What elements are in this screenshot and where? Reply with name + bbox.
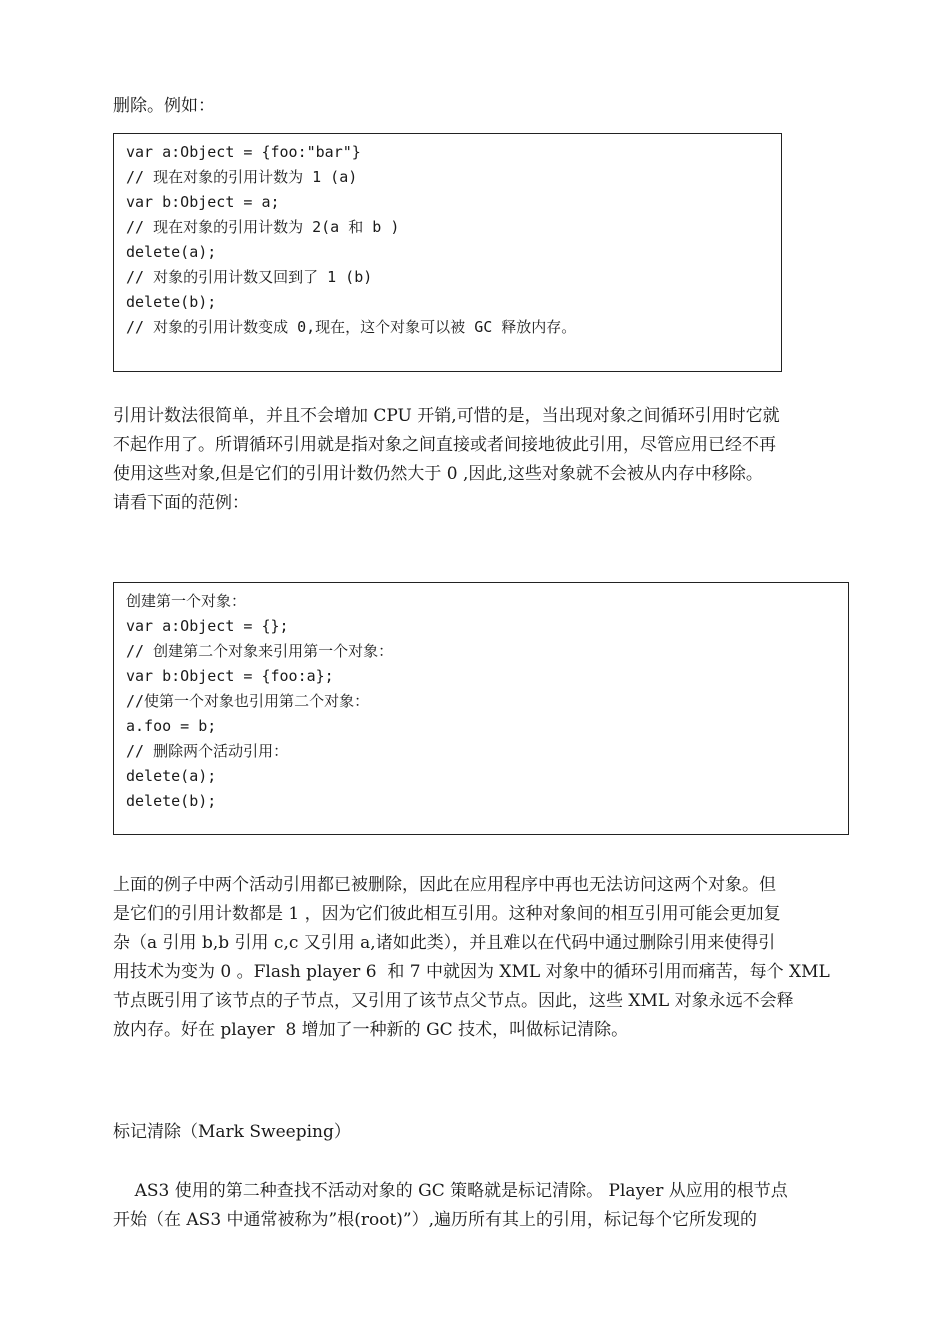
code-line: // 删除两个活动引用： <box>126 742 289 760</box>
paragraph-line: 使用这些对象,但是它们的引用计数仍然大于 0 ,因此,这些对象就不会被从内存中移除。 <box>113 464 763 484</box>
intro-text <box>113 92 863 121</box>
paragraph-1 <box>113 402 863 518</box>
intro-line: 删除。例如： <box>113 96 215 116</box>
paragraph-line: 杂（a 引用 b,b 引用 c,c 又引用 a,诸如此类），并且难以在代码中通过删除引用来使得引 <box>113 933 776 953</box>
code-line: delete(a); <box>126 243 217 261</box>
paragraph-2 <box>113 871 863 1045</box>
paragraph-line: 节点既引用了该节点的子节点，又引用了该节点父节点。因此，这些 XML 对象永远不会释 <box>113 991 794 1011</box>
paragraph-line: AS3 使用的第二种查找不活动对象的 GC 策略就是标记清除。 Player 从应用的根节点 <box>113 1181 788 1201</box>
code-line: // 对象的引用计数又回到了 1 (b) <box>126 268 373 286</box>
paragraph-line: 上面的例子中两个活动引用都已被删除，因此在应用程序中再也无法访问这两个对象。但 <box>113 875 776 895</box>
paragraph-3 <box>113 1177 863 1235</box>
paragraph-line: 请看下面的范例： <box>113 493 249 513</box>
code-line: //使第一个对象也引用第二个对象： <box>126 692 370 710</box>
section-heading: 标记清除（Mark Sweeping） <box>113 1122 351 1142</box>
code-block-1 <box>113 133 782 372</box>
code-line: a.foo = b; <box>126 717 217 735</box>
code-line: delete(b); <box>126 792 217 810</box>
paragraph-line: 是它们的引用计数都是 1 ，因为它们彼此相互引用。这种对象间的相互引用可能会更加复 <box>113 904 781 924</box>
code-line: var b:Object = {foo:a}; <box>126 667 334 685</box>
code-line: // 现在对象的引用计数为 2(a 和 b ) <box>126 218 400 236</box>
code-line: // 创建第二个对象来引用第一个对象： <box>126 642 394 660</box>
code-line: delete(a); <box>126 767 217 785</box>
paragraph-line: 放内存。好在 player 8 增加了一种新的 GC 技术，叫做标记清除。 <box>113 1020 629 1040</box>
code-line: var b:Object = a; <box>126 193 280 211</box>
code-line: var a:Object = {}; <box>126 617 289 635</box>
code-line: delete(b); <box>126 293 217 311</box>
paragraph-line: 开始（在 AS3 中通常被称为”根(root)”）,遍历所有其上的引用，标记每个它所发现的 <box>113 1210 758 1230</box>
code-line: // 现在对象的引用计数为 1 (a) <box>126 168 358 186</box>
code-line: 创建第一个对象： <box>126 592 247 610</box>
paragraph-line: 用技术为变为 0 。Flash player 6 和 7 中就因为 XML 对象中的循环引用而痛苦，每个 XML <box>113 962 830 982</box>
code-block-2 <box>113 582 849 835</box>
code-line: // 对象的引用计数变成 0,现在，这个对象可以被 GC 释放内存。 <box>126 318 577 336</box>
paragraph-line: 不起作用了。所谓循环引用就是指对象之间直接或者间接地彼此引用，尽管应用已经不再 <box>113 435 776 455</box>
paragraph-line: 引用计数法很简单，并且不会增加 CPU 开销,可惜的是，当出现对象之间循环引用时它就 <box>113 406 780 426</box>
code-line: var a:Object = {foo:"bar"} <box>126 143 361 161</box>
